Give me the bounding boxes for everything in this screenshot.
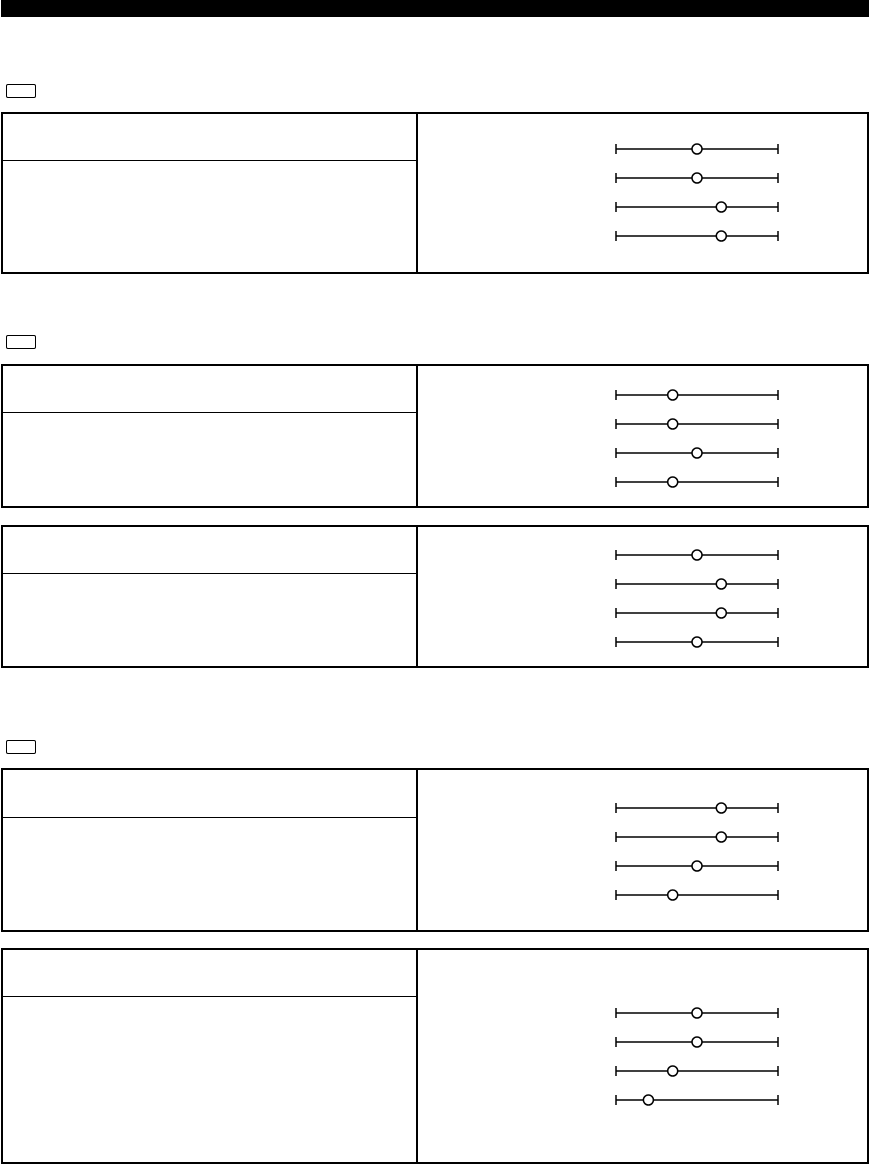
rating-scale	[616, 579, 778, 589]
scale-marker	[668, 1066, 678, 1076]
scale-marker	[668, 390, 678, 400]
rating-scale	[616, 144, 778, 154]
rating-panel-1	[1, 112, 869, 274]
rating-scales-5	[3, 950, 867, 1162]
rating-panel-2	[1, 364, 869, 508]
rating-scale	[616, 1037, 778, 1047]
rating-scale	[616, 173, 778, 183]
rating-scale	[616, 861, 778, 871]
scale-marker	[716, 803, 726, 813]
scale-marker	[692, 144, 702, 154]
scale-marker	[692, 1008, 702, 1018]
scale-marker	[692, 1037, 702, 1047]
scale-marker	[668, 419, 678, 429]
scale-marker	[692, 861, 702, 871]
scale-marker	[692, 637, 702, 647]
rating-panel-5	[1, 948, 869, 1164]
rating-panel-3	[1, 525, 869, 668]
scale-marker	[716, 608, 726, 618]
rating-scale	[616, 803, 778, 813]
rating-scale	[616, 1066, 778, 1076]
rating-scale	[616, 477, 778, 487]
scale-marker	[692, 550, 702, 560]
scale-marker	[716, 579, 726, 589]
scale-marker	[692, 173, 702, 183]
rating-scale	[616, 419, 778, 429]
rating-scale	[616, 1008, 778, 1018]
scale-marker	[643, 1095, 653, 1105]
rating-scale	[616, 231, 778, 241]
rating-scales-3	[3, 527, 867, 666]
section-tag-1	[6, 84, 36, 98]
rating-scale	[616, 202, 778, 212]
scale-marker	[668, 890, 678, 900]
rating-scale	[616, 1095, 778, 1105]
rating-scale	[616, 448, 778, 458]
rating-scales-2	[3, 366, 867, 506]
scale-marker	[692, 448, 702, 458]
rating-scale	[616, 890, 778, 900]
scale-marker	[668, 477, 678, 487]
section-tag-2	[6, 335, 36, 349]
rating-panel-4	[1, 768, 869, 932]
rating-scale	[616, 608, 778, 618]
scale-marker	[716, 832, 726, 842]
scale-marker	[716, 231, 726, 241]
rating-scales-4	[3, 770, 867, 930]
section-tag-3	[6, 740, 36, 754]
rating-scales-1	[3, 114, 867, 272]
header-bar	[1, 0, 869, 17]
rating-scale	[616, 550, 778, 560]
rating-scale	[616, 832, 778, 842]
rating-scale	[616, 637, 778, 647]
rating-scale	[616, 390, 778, 400]
scale-marker	[716, 202, 726, 212]
